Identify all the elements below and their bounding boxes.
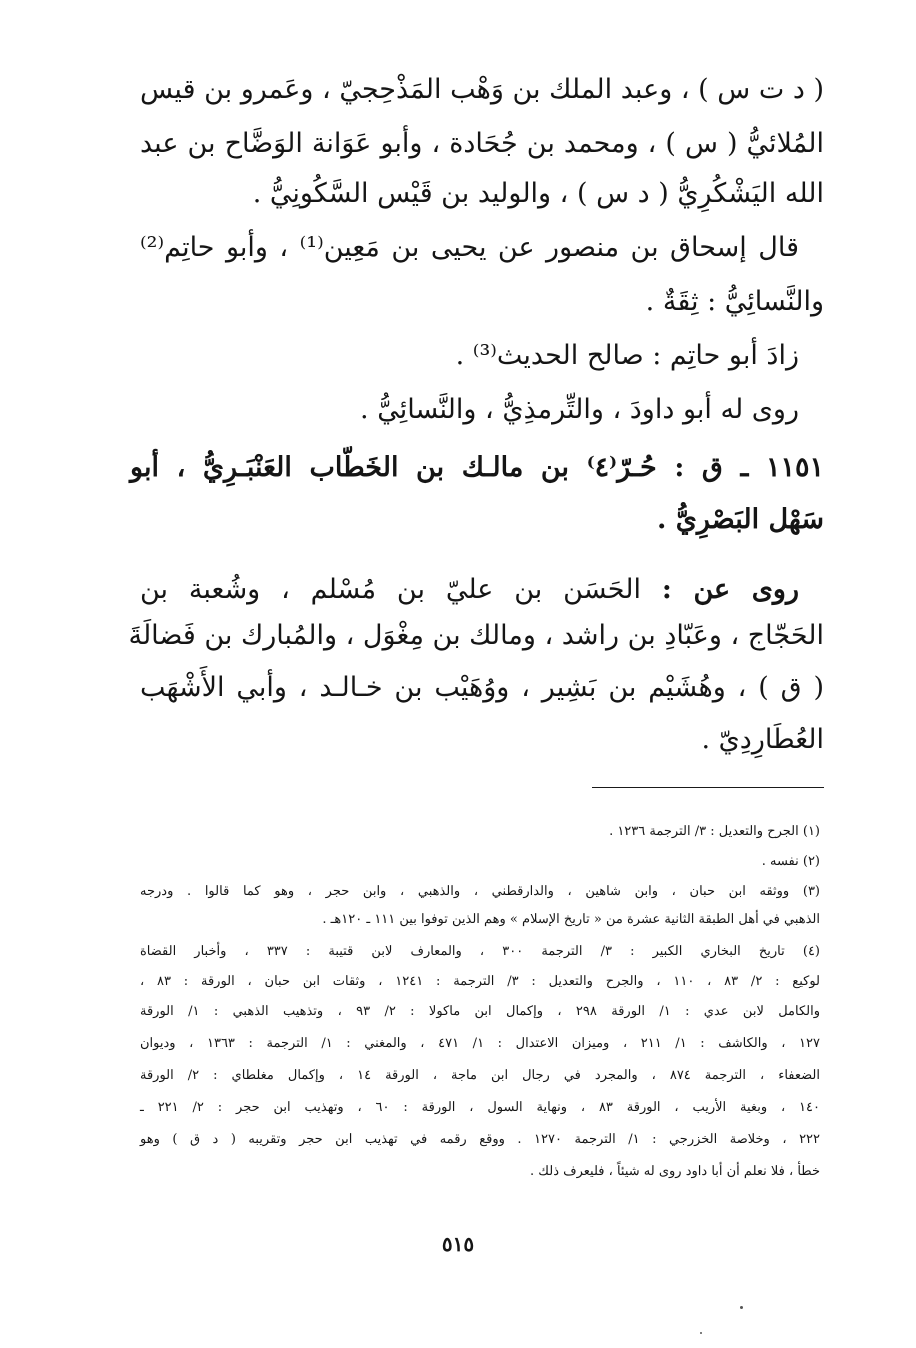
footnote-4-line-3: والكامل لابن عدي : ١/ الورقة ٢٩٨ ، وإكمال ابن ماكولا : ٢/ ٩٣ ، وتذهيب الذهبي : ١/ الورقة <box>140 1004 821 1019</box>
footnote-4-line-1: (٤) تاريخ البخاري الكبير : ٣/ الترجمة ٣٠٠ ، والمعارف لابن قتيبة : ٣٣٧ ، وأخبار القضاة <box>140 944 820 959</box>
footnote-4-line-2: لوكيع : ٢/ ٨٣ ، ١١٠ ، والجرح والتعديل : ٣/ الترجمة : ١٢٤١ ، وثقات ابن حبان ، الورقة : ٨٣ ، <box>140 974 821 989</box>
footnote-3-line-2: الذهبي في أهل الطبقة الثانية عشرة من « تاريخ الإسلام » وهم الذين توفوا بين ١١١ ـ ١٢٠هـ . <box>322 912 820 927</box>
narrated-from-line-2: الحَجّاج ، وعَبّادِ بن راشد ، ومالك بن مِغْوَل ، والمُبارك بن فَضالَةَ <box>128 620 824 651</box>
body-line-3: الله اليَشْكُرِيُّ ( د س ) ، والوليد بن قَيْس السَّكُونِيُّ . <box>252 178 824 209</box>
narrated-from-first-line-text: الحَسَن بن عليّ بن مُسْلم ، وشُعبة بن <box>140 574 641 605</box>
scan-speck <box>700 1332 702 1334</box>
footnote-4-line-6: ١٤٠ ، وبغية الأريب ، الورقة ٨٣ ، ونهاية السول ، الورقة : ٦٠ ، وتهذيب ابن حجر : ٢/ ٢٢١ ـ <box>140 1100 820 1115</box>
scan-speck <box>740 1306 743 1309</box>
footnote-divider <box>592 787 824 788</box>
narrated-from-line-4: العُطَارِدِيّ . <box>701 724 824 755</box>
body-line-2: المُلائيُّ ( س ) ، ومحمد بن جُحَادة ، وأبو عَوَانة الوَضَّاح بن عبد <box>140 128 824 159</box>
paragraph-narrators: روى له أبو داودَ ، والتِّرمذِيُّ ، والنَّسائِيُّ . <box>360 394 799 425</box>
footnote-2: (٢) نفسه . <box>761 854 820 869</box>
footnote-4-line-4: ١٢٧ ، والكاشف : ١/ ٢١١ ، وميزان الاعتدال : ١/ ٤٧١ ، والمغني : ١/ الترجمة : ١٣٦٣ ، وديوان <box>140 1036 820 1051</box>
paragraph-ishaq-line-2: والنَّسائِيُّ : ثِقَةٌ . <box>645 286 824 317</box>
page-number: ٥١٥ <box>441 1232 475 1256</box>
entry-heading-line-2: سَهْل البَصْرِيُّ . <box>656 504 824 535</box>
narrated-from-label: روى عن : <box>661 574 799 605</box>
footnote-3-line-1: (٣) ووثقه ابن حبان ، وابن شاهين ، والدارقطني ، والذهبي ، وابن حجر ، وهو كما قالوا . ودرجه <box>140 884 820 899</box>
footnote-4-line-8: خطأ ، فلا نعلم أن أبا داود روى له شيئاً ، فليعرف ذلك . <box>530 1164 820 1179</box>
paragraph-abu-hatim: زادَ أبو حاتِم : صالح الحديث⁽³⁾ . <box>455 340 799 371</box>
body-line-1: ( د ت س ) ، وعبد الملك بن وَهْب المَذْحِجيّ ، وعَمرو بن قيس <box>140 74 824 105</box>
entry-heading-line-1: ١١٥١ ـ ق : حُـرّ⁽٤⁾ بن مالـك بن الخَطّاب العَنْبَـرِيُّ ، أبو <box>130 452 824 483</box>
footnote-4-line-7: ٢٢٢ ، وخلاصة الخزرجي : ١/ الترجمة ١٢٧٠ . ووقع رقمه في تهذيب ابن حجر وتقريبه ( د ق ) وهو <box>140 1132 821 1147</box>
narrated-from-line-3: ( ق ) ، وهُشَيْم بن بَشِير ، ووُهَيْب بن خـالـد ، وأبي الأَشْهَب <box>140 672 824 703</box>
narrated-from-line-1 <box>140 570 799 610</box>
footnote-4-line-5: الضعفاء ، الترجمة ٨٧٤ ، والمجرد في رجال ابن ماجة ، الورقة ١٤ ، وإكمال مغلطاي : ٢/ الورقة <box>140 1068 820 1083</box>
paragraph-ishaq-line-1: قال إسحاق بن منصور عن يحيى بن مَعِين⁽¹⁾ ، وأبو حاتِم⁽²⁾ <box>140 232 799 263</box>
footnote-1: (١) الجرح والتعديل : ٣/ الترجمة ١٢٣٦ . <box>609 824 820 839</box>
